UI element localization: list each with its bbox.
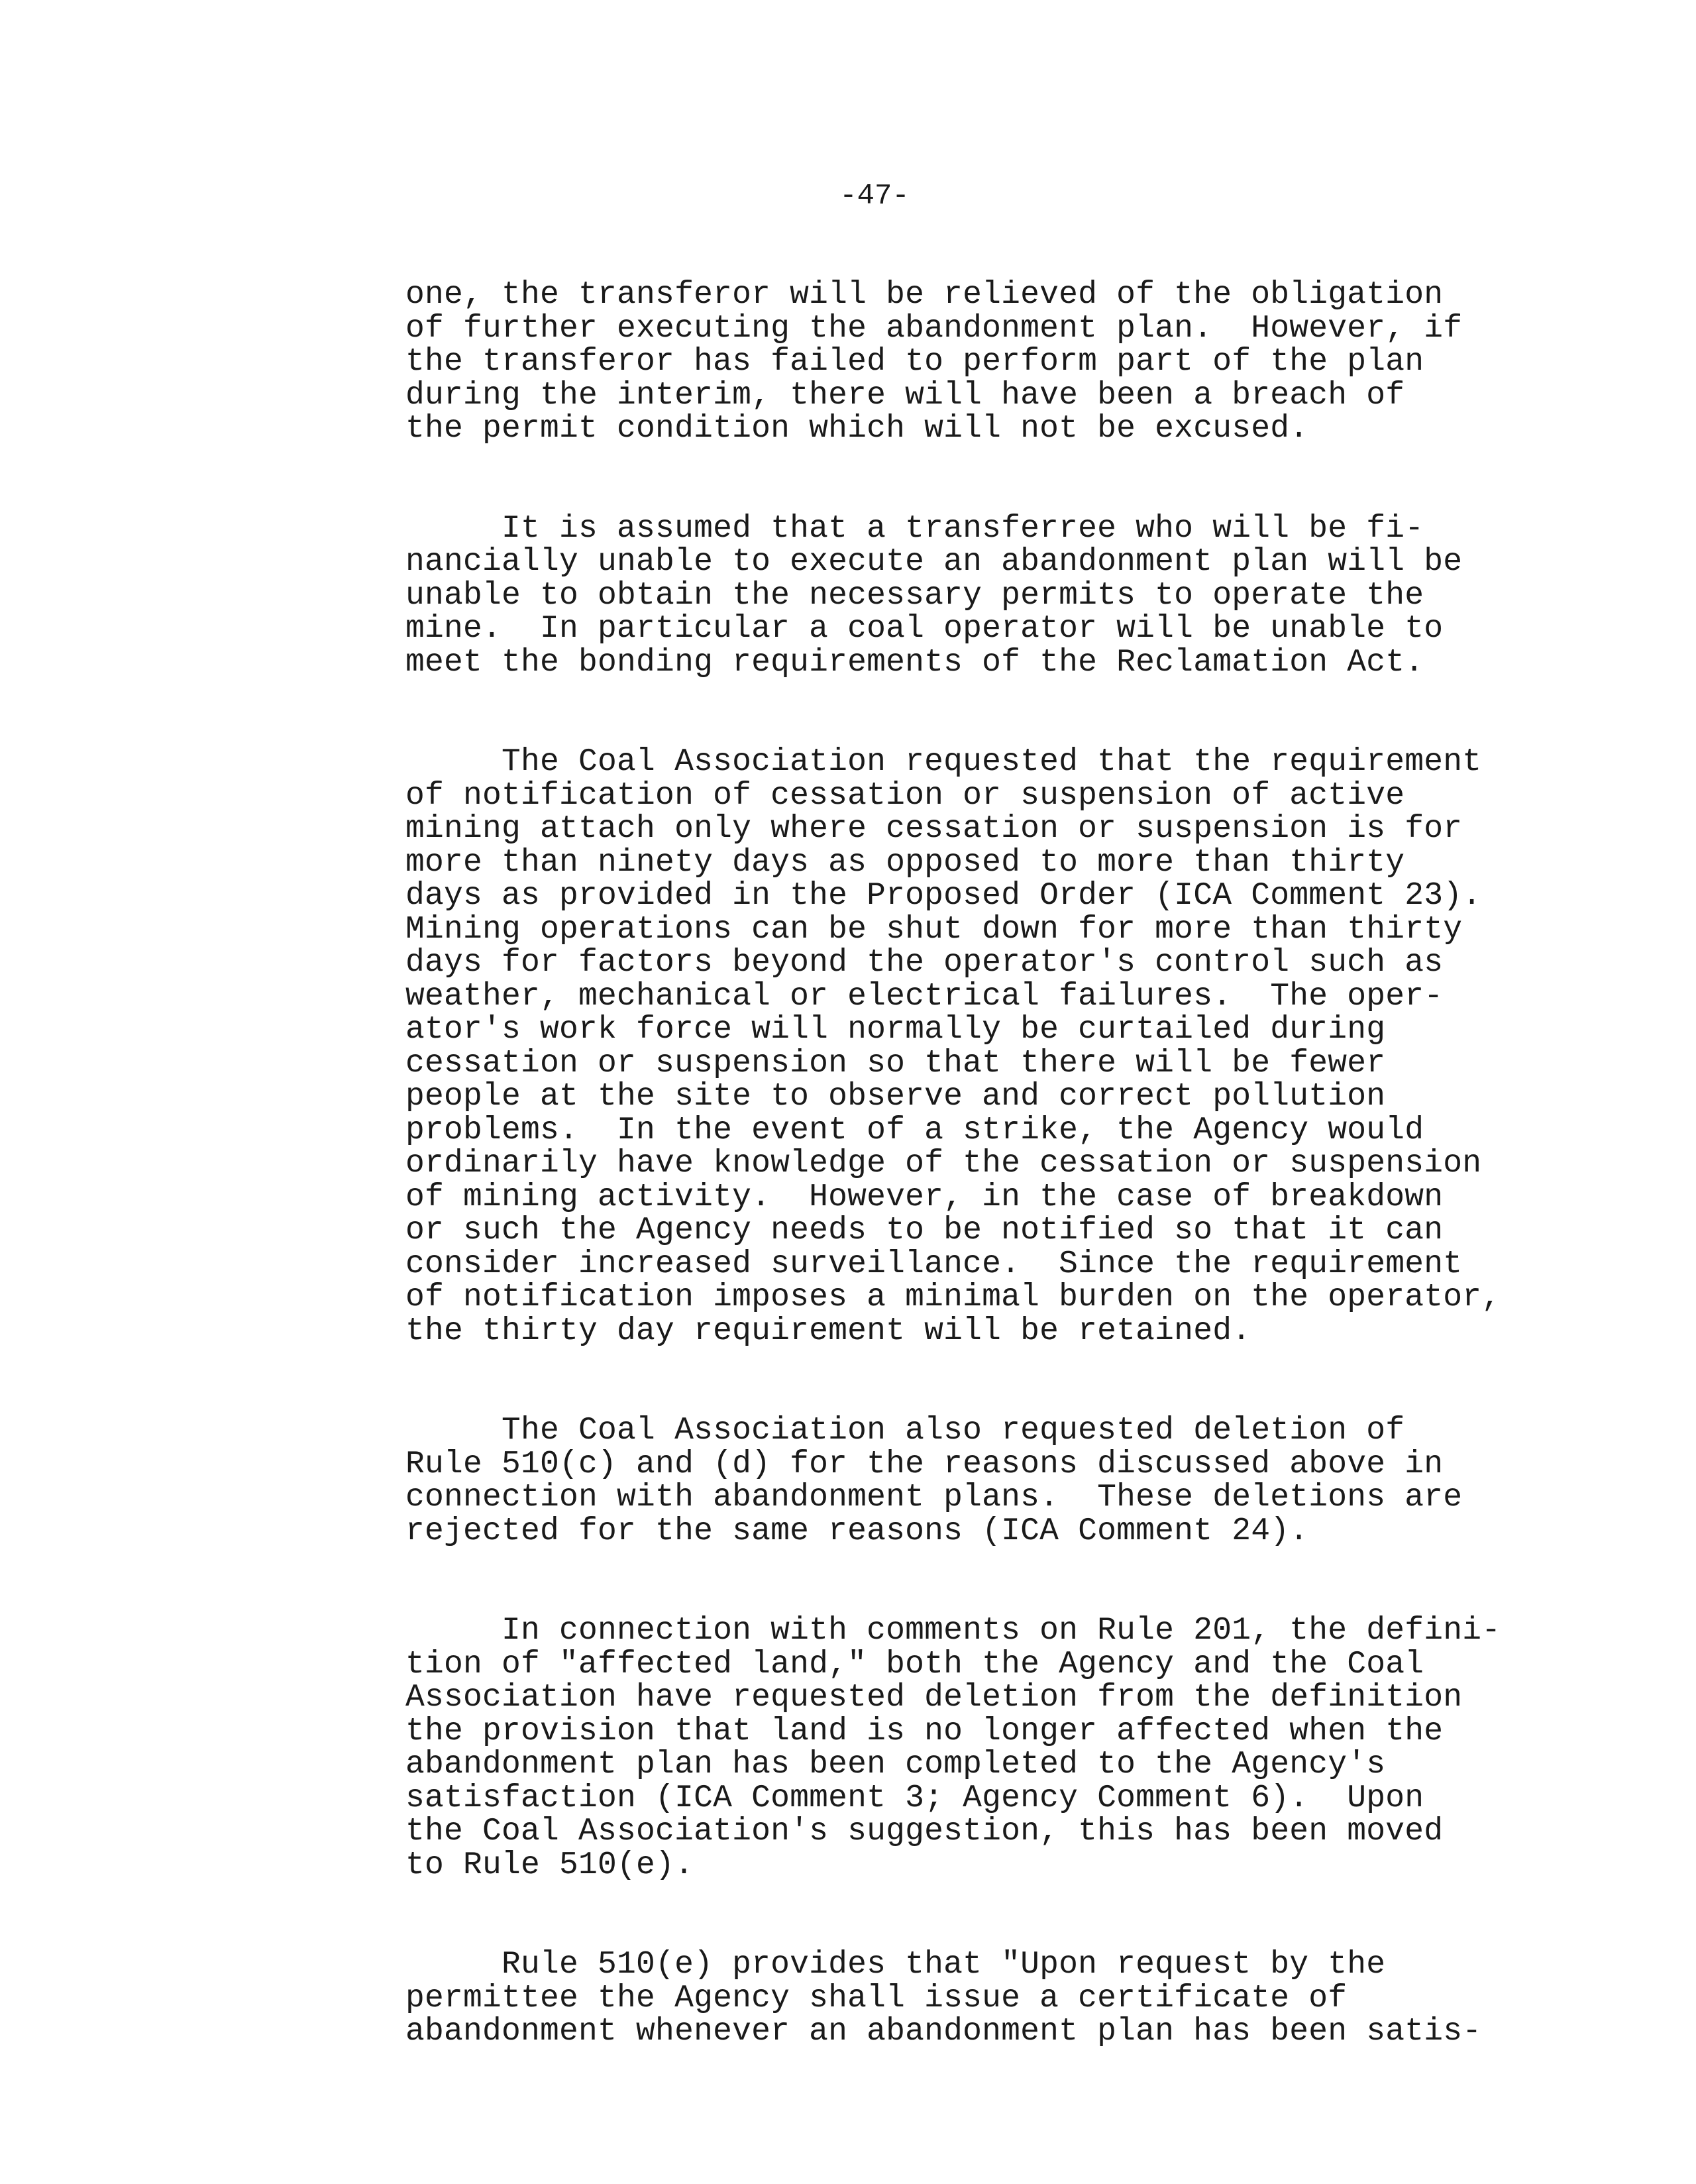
text-line: The Coal Association also requested deletion of [405,1413,1405,1448]
text-line: weather, mechanical or electrical failures. The oper- [405,978,1444,1014]
text-line: of notification of cessation or suspension of active [405,777,1405,814]
paragraph-affected-land [405,1614,1585,1882]
text-line: Association have requested deletion from the definition [405,1680,1463,1716]
paragraph-notification [405,745,1585,1348]
text-line: rejected for the same reasons (ICA Comment 24). [405,1513,1309,1549]
text-line: ordinarily have knowledge of the cessation or suspension [405,1146,1482,1181]
text-line: abandonment plan has been completed to the Agency's [405,1747,1386,1782]
text-line: more than ninety days as opposed to more than thirty [405,844,1405,881]
text-line: during the interim, there will have been a breach of [405,377,1405,413]
text-line: mine. In particular a coal operator will be unable to [405,611,1444,647]
text-line: days for factors beyond the operator's control such as [405,945,1444,981]
text-line: The Coal Association requested that the requirement [405,744,1482,780]
text-line: It is assumed that a transferree who will be fi- [405,510,1424,547]
text-line: one, the transferor will be relieved of the obligation [405,277,1444,313]
text-line: Rule 510(c) and (d) for the reasons discussed above in [405,1446,1444,1482]
text-line: Mining operations can be shut down for more than thirty [405,911,1463,948]
text-line: tion of "affected land," both the Agency and the Coal [405,1646,1424,1682]
paragraph-transferree [405,512,1585,680]
text-line: satisfaction (ICA Comment 3; Agency Comment 6). Upon [405,1780,1424,1816]
text-line: permittee the Agency shall issue a certificate of [405,1980,1348,2016]
text-line: meet the bonding requirements of the Reclamation Act. [405,644,1424,681]
text-line: abandonment whenever an abandonment plan has been satis- [405,2014,1482,2049]
text-line: days as provided in the Proposed Order (ICA Comment 23). [405,878,1482,914]
text-line: nancially unable to execute an abandonment plan will be [405,544,1463,580]
text-line: consider increased surveillance. Since the requirement [405,1246,1463,1282]
text-line: the transferor has failed to perform part of the plan [405,344,1424,380]
text-line: cessation or suspension so that there will be fewer [405,1045,1386,1081]
text-line: unable to obtain the necessary permits to operate the [405,577,1424,614]
text-line: ator's work force will normally be curtailed during [405,1012,1386,1048]
text-line: connection with abandonment plans. These deletions are [405,1480,1463,1515]
text-line: the permit condition which will not be excused. [405,411,1309,447]
text-line: to Rule 510(e). [405,1847,694,1883]
text-line: of mining activity. However, in the case of breakdown [405,1179,1444,1215]
text-line: Rule 510(e) provides that "Upon request by the [405,1947,1386,1983]
text-line: the thirty day requirement will be retained. [405,1313,1251,1349]
text-line: people at the site to observe and correct pollution [405,1079,1386,1115]
paragraph-deletion-request [405,1414,1585,1548]
body-text [405,278,1585,2115]
text-line: of notification imposes a minimal burden on the operator, [405,1280,1501,1315]
text-line: the Coal Association's suggestion, this has been moved [405,1814,1444,1849]
text-line: the provision that land is no longer affected when the [405,1713,1444,1749]
text-line: problems. In the event of a strike, the Agency would [405,1112,1424,1148]
text-line: In connection with comments on Rule 201, the defini- [405,1613,1501,1649]
text-line: mining attach only where cessation or suspension is for [405,811,1463,847]
text-line: of further executing the abandonment plan. However, if [405,310,1463,347]
page-number: -47- [839,180,910,213]
text-line: or such the Agency needs to be notified so that it can [405,1213,1444,1248]
paragraph-transferor [405,278,1585,446]
paragraph-rule-510e [405,1948,1585,2049]
